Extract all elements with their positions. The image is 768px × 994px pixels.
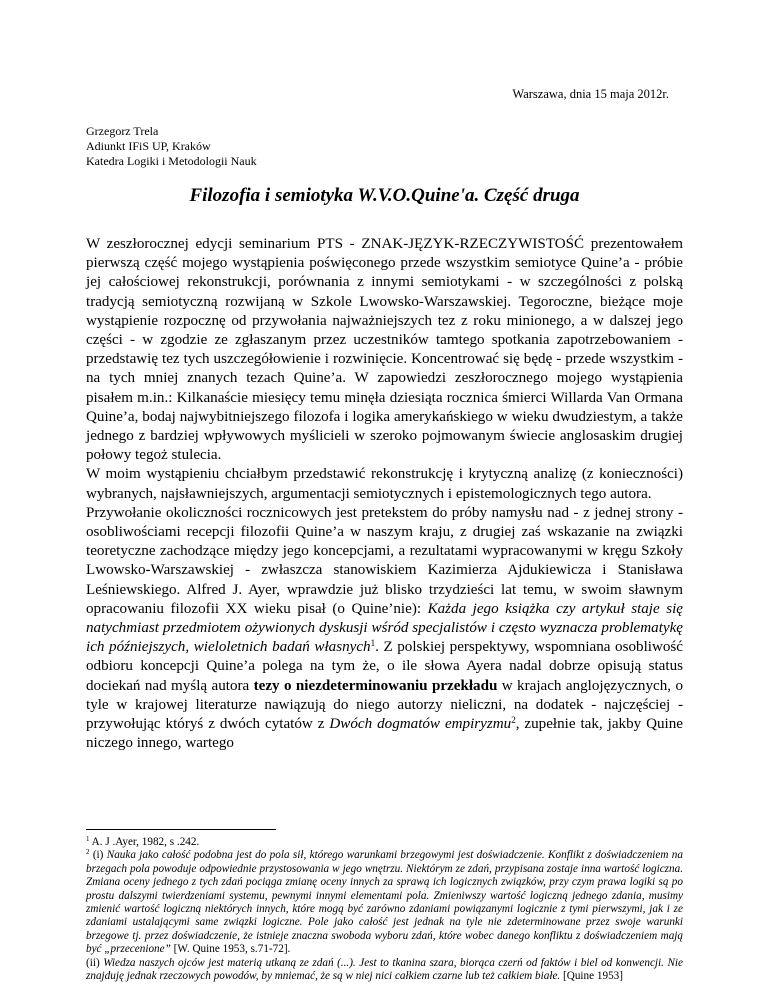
footnote-ref-1: 1 bbox=[370, 638, 376, 649]
footnote-1-text: A. J .Ayer, 1982, s .242. bbox=[89, 836, 200, 848]
book-title-italic: Dwóch dogmatów empiryzmu bbox=[329, 716, 512, 733]
paragraph-2: W moim wystąpieniu chciałbym przedstawić rekonstrukcję i krytyczną analizę (z konieczności) wybranych, najsławniejszych, argumentacji semiotycznych i epistemologicznych tego autora. bbox=[86, 466, 683, 502]
footnote-3-reference: [Quine 1953] bbox=[560, 970, 623, 983]
paragraph-3-text-b: . Z polskiej perspektywy, wspomniana osobliwość odbioru koncepcji Quine’a polega na tym że, o ile słowa Ayera nadal dobrze opisują status dociekań nad myślą autora bbox=[86, 639, 683, 694]
footnote-3-quote: Wiedza naszych ojców jest materią utkaną ze zdań (...). Jest to tkanina szara, biorąca czerń od faktów i biel od konwencji. Nie znajduję jednak rzeczowych powodów, by mniemać, że są w niej nici całkiem czarne lub też całkiem białe. bbox=[86, 956, 684, 983]
ayer-quote: Każda jego książka czy artykuł staje się natychmiast przedmiotem ożywionych dyskusji wśród specjalistów i często wyznacza problematykę ich późniejszych, wieloletnich badań własnych bbox=[86, 600, 683, 656]
footnote-1-number: 1 bbox=[86, 835, 90, 843]
footnote-3-prefix: (ii) bbox=[86, 956, 104, 969]
footnote-2-part-ii bbox=[86, 957, 683, 984]
paragraph-3 bbox=[86, 504, 683, 754]
author-name: Grzegorz Trela bbox=[86, 124, 159, 138]
paragraph-3-text-d: , zupełnie tak, jakby Quine niczego innego, wartego bbox=[86, 716, 683, 752]
footnote-2-quote: Nauka jako całość podobna jest do pola sił, którego warunkami brzegowymi jest doświadczenie. Konflikt z doświadczeniem na brzegach pola powoduje odpowiednie przystosowania w jego wnętrzu. Niektórym ze zdań, przypisana zostaje inna wartość logiczna. Zmiana oceny jednego z tych zdań pociąga zmianę oceny innych za sprawą ich logicznych związków, przy czym prawa logiki są po prostu dalszymi twierdzeniami systemu, pewnymi innymi elementami pola. Zmieniwszy wartość logiczną jednego zdania, musimy zmienić wartość logiczną niektórych innych, które mogą być zarówno zdaniami powiązanymi logicznie z tymi pierwszymi, jak i ze zdaniami ustalającymi same związki logiczne. Pole jako całość jest jednak na tyle nie zdeterminowane przez swoje warunki brzegowe tj. przez doświadczenie, że istnieje znaczna swoboda wyboru zdań, które wobec danego konfliktu z doświadczeniem mają być „przecenione” bbox=[86, 849, 683, 956]
footnote-2 bbox=[86, 849, 683, 956]
footnote-2-reference: [W. Quine 1953, s.71-72]. bbox=[170, 943, 291, 956]
paragraph-3-text-c: w krajach anglojęzycznych, o tyle w krajowej literaturze nawiązują do niego autorzy nieliczni, na dodatek - najczęściej - przywołując któryś z dwóch cytatów z bbox=[86, 677, 683, 733]
author-position: Adiunkt IFiS UP, Kraków bbox=[86, 139, 211, 153]
footnote-separator bbox=[86, 829, 276, 830]
bold-thesis: tezy o niezdeterminowaniu przekładu bbox=[253, 677, 498, 694]
footnotes bbox=[86, 836, 683, 983]
paragraph-1: W zeszłorocznej edycji seminarium PTS - ZNAK-JĘZYK-RZECZYWISTOŚĆ prezentowałem pierwszą część mojego wystąpienia poświęconego przede wszystkim semiotyce Quine’a - próbie jej całościowej rekonstrukcji, porównania z innymi semiotykami - w szczególności z polską tradycją semiotyczną rozwijaną w Szkole Lwowsko-Warszawskiej. Tegoroczne, bieżące moje wystąpienie rozpocznę od przywołania najważniejszych tez z roku minionego, a w dalszej jego części - w zgodzie ze zgłaszanym przez uczestników tamtego spotkania zapotrzebowaniem - przedstawię tez tych uszczegółowienie i rozwinięcie. Koncentrować się będę - przede wszystkim - na tych mniej znanych tezach Quine’a. W zapowiedzi zeszłorocznego mojego wystąpienia pisałem m.in.: Kilkanaście miesięcy temu minęła dziesiąta rocznica śmierci Willarda Van Ormana Quine’a, bodaj najwybitniejszego filozofa i logika amerykańskiego w wieku dwudziestym, a także jednego z bardziej wpływowych myślicieli w szeroko pojmowanym świecie anglosaskim drugiej połowy tegoż stulecia. bbox=[86, 236, 683, 464]
footnote-1 bbox=[86, 836, 683, 849]
author-block bbox=[86, 124, 257, 169]
place-date-line: Warszawa, dnia 15 maja 2012r. bbox=[512, 87, 669, 101]
footnote-2-number: 2 bbox=[86, 848, 90, 857]
author-department: Katedra Logiki i Metodologii Nauk bbox=[86, 154, 257, 168]
footnote-2-prefix: (i) bbox=[89, 849, 107, 862]
body-text bbox=[86, 235, 683, 753]
document-title: Filozofia i semiotyka W.V.O.Quine'a. Część druga bbox=[189, 185, 580, 206]
paragraph-3-text-a: Przywołanie okoliczności rocznicowych jest pretekstem do próby namysłu nad - z jednej strony - osobliwościami recepcji filozofii Quine’a w naszym kraju, z drugiej zaś wskazanie na związki teoretyczne zachodzące między jego koncepcjami, a rezultatami wypracowanymi w kręgu Szkoły Lwowsko-Warszawskiej - zwłaszcza stanowiskiem Kazimierza Ajdukiewicza i Stanisława Leśniewskiego. Alfred J. Ayer, wprawdzie już blisko trzydzieści lat temu, w swoim sławnym opracowaniu filozofii XX wieku pisał (o Quine’nie): bbox=[86, 504, 683, 617]
footnote-ref-2: 2 bbox=[511, 715, 516, 726]
